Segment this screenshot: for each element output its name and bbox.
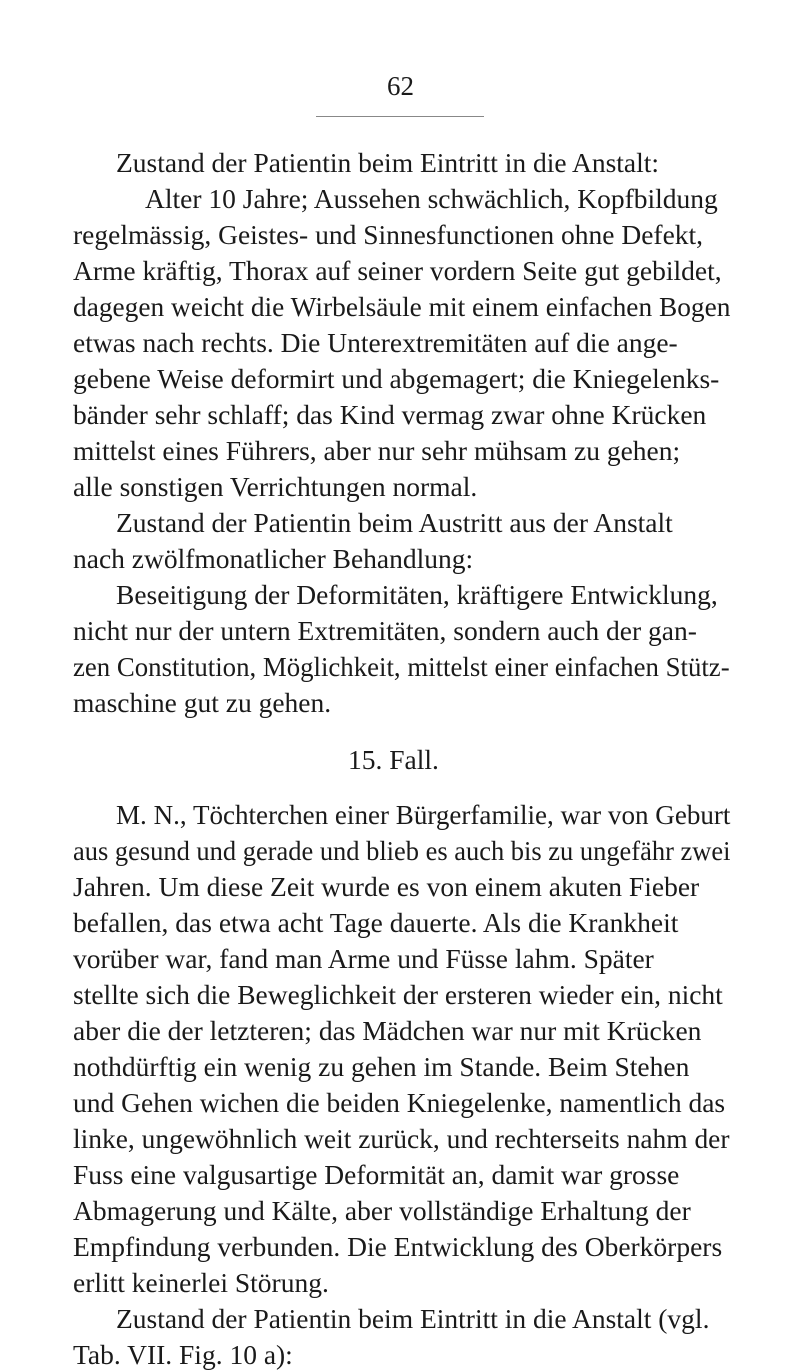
text-line: nothdürftig ein wenig zu gehen im Stande. Beim Stehen [73,1051,690,1082]
text-line: zen Constitution, Möglichkeit, mittelst einer einfachen Stütz- [73,651,730,682]
text-line: stellte sich die Beweglichkeit der ersteren wieder ein, nicht [73,979,723,1010]
text-line: M. N., Töchterchen einer Bürgerfamilie, war von Geburt [116,799,731,830]
page-number: 62 [387,71,414,101]
text-line: Empfindung verbunden. Die Entwicklung des Oberkörpers [73,1231,723,1262]
text-line: aber die der letzteren; das Mädchen war nur mit Krücken [73,1015,702,1046]
text-line: Zustand der Patientin beim Eintritt in die Anstalt (vgl. [116,1303,710,1334]
text-line: nicht nur der untern Extremitäten, sondern auch der gan- [73,615,697,646]
text-line: vorüber war, fand man Arme und Füsse lahm. Später [73,943,654,974]
text-line: bänder sehr schlaff; das Kind vermag zwar ohne Krücken [73,399,707,430]
text-line: regelmässig, Geistes- und Sinnesfunctionen ohne Defekt, [73,219,704,250]
text-line: etwas nach rechts. Die Unterextremitäten auf die ange- [73,327,678,358]
text-line: Zustand der Patientin beim Eintritt in die Anstalt: [116,147,660,178]
text-line: befallen, das etwa acht Tage dauerte. Als die Krankheit [73,907,679,938]
text-line: Zustand der Patientin beim Austritt aus der Anstalt [116,507,673,538]
text-line: aus gesund und gerade und blieb es auch bis zu ungefähr zwei [73,835,731,866]
text-line: alle sonstigen Verrichtungen normal. [73,471,478,502]
text-line: gebene Weise deformirt und abgemagert; die Kniegelenks- [73,363,720,394]
text-line: nach zwölfmonatlicher Behandlung: [73,543,474,574]
section-heading: 15. Fall. [348,744,439,775]
text-line: Jahren. Um diese Zeit wurde es von einem akuten Fieber [73,871,700,902]
text-line: maschine gut zu gehen. [73,687,332,718]
text-line: Beseitigung der Deformitäten, kräftigere Entwicklung, [116,579,718,610]
text-line: Abmagerung und Kälte, aber vollständige Erhaltung der [73,1195,691,1226]
text-line: Fuss eine valgusartige Deformität an, damit war grosse [73,1159,680,1190]
text-line: linke, ungewöhnlich weit zurück, und rechterseits nahm der [73,1123,730,1154]
text-line: mittelst eines Führers, aber nur sehr mühsam zu gehen; [73,435,681,466]
text-line: Alter 10 Jahre; Aussehen schwächlich, Kopfbildung [145,183,718,214]
header-rule [316,116,484,117]
text-line: Tab. VII. Fig. 10 a): [73,1339,293,1370]
text-line: erlitt keinerlei Störung. [73,1267,329,1298]
text-line: Arme kräftig, Thorax auf seiner vordern Seite gut gebildet, [73,255,722,286]
text-line: dagegen weicht die Wirbelsäule mit einem einfachen Bogen [73,291,731,322]
text-line: und Gehen wichen die beiden Kniegelenke, namentlich das [73,1087,726,1118]
